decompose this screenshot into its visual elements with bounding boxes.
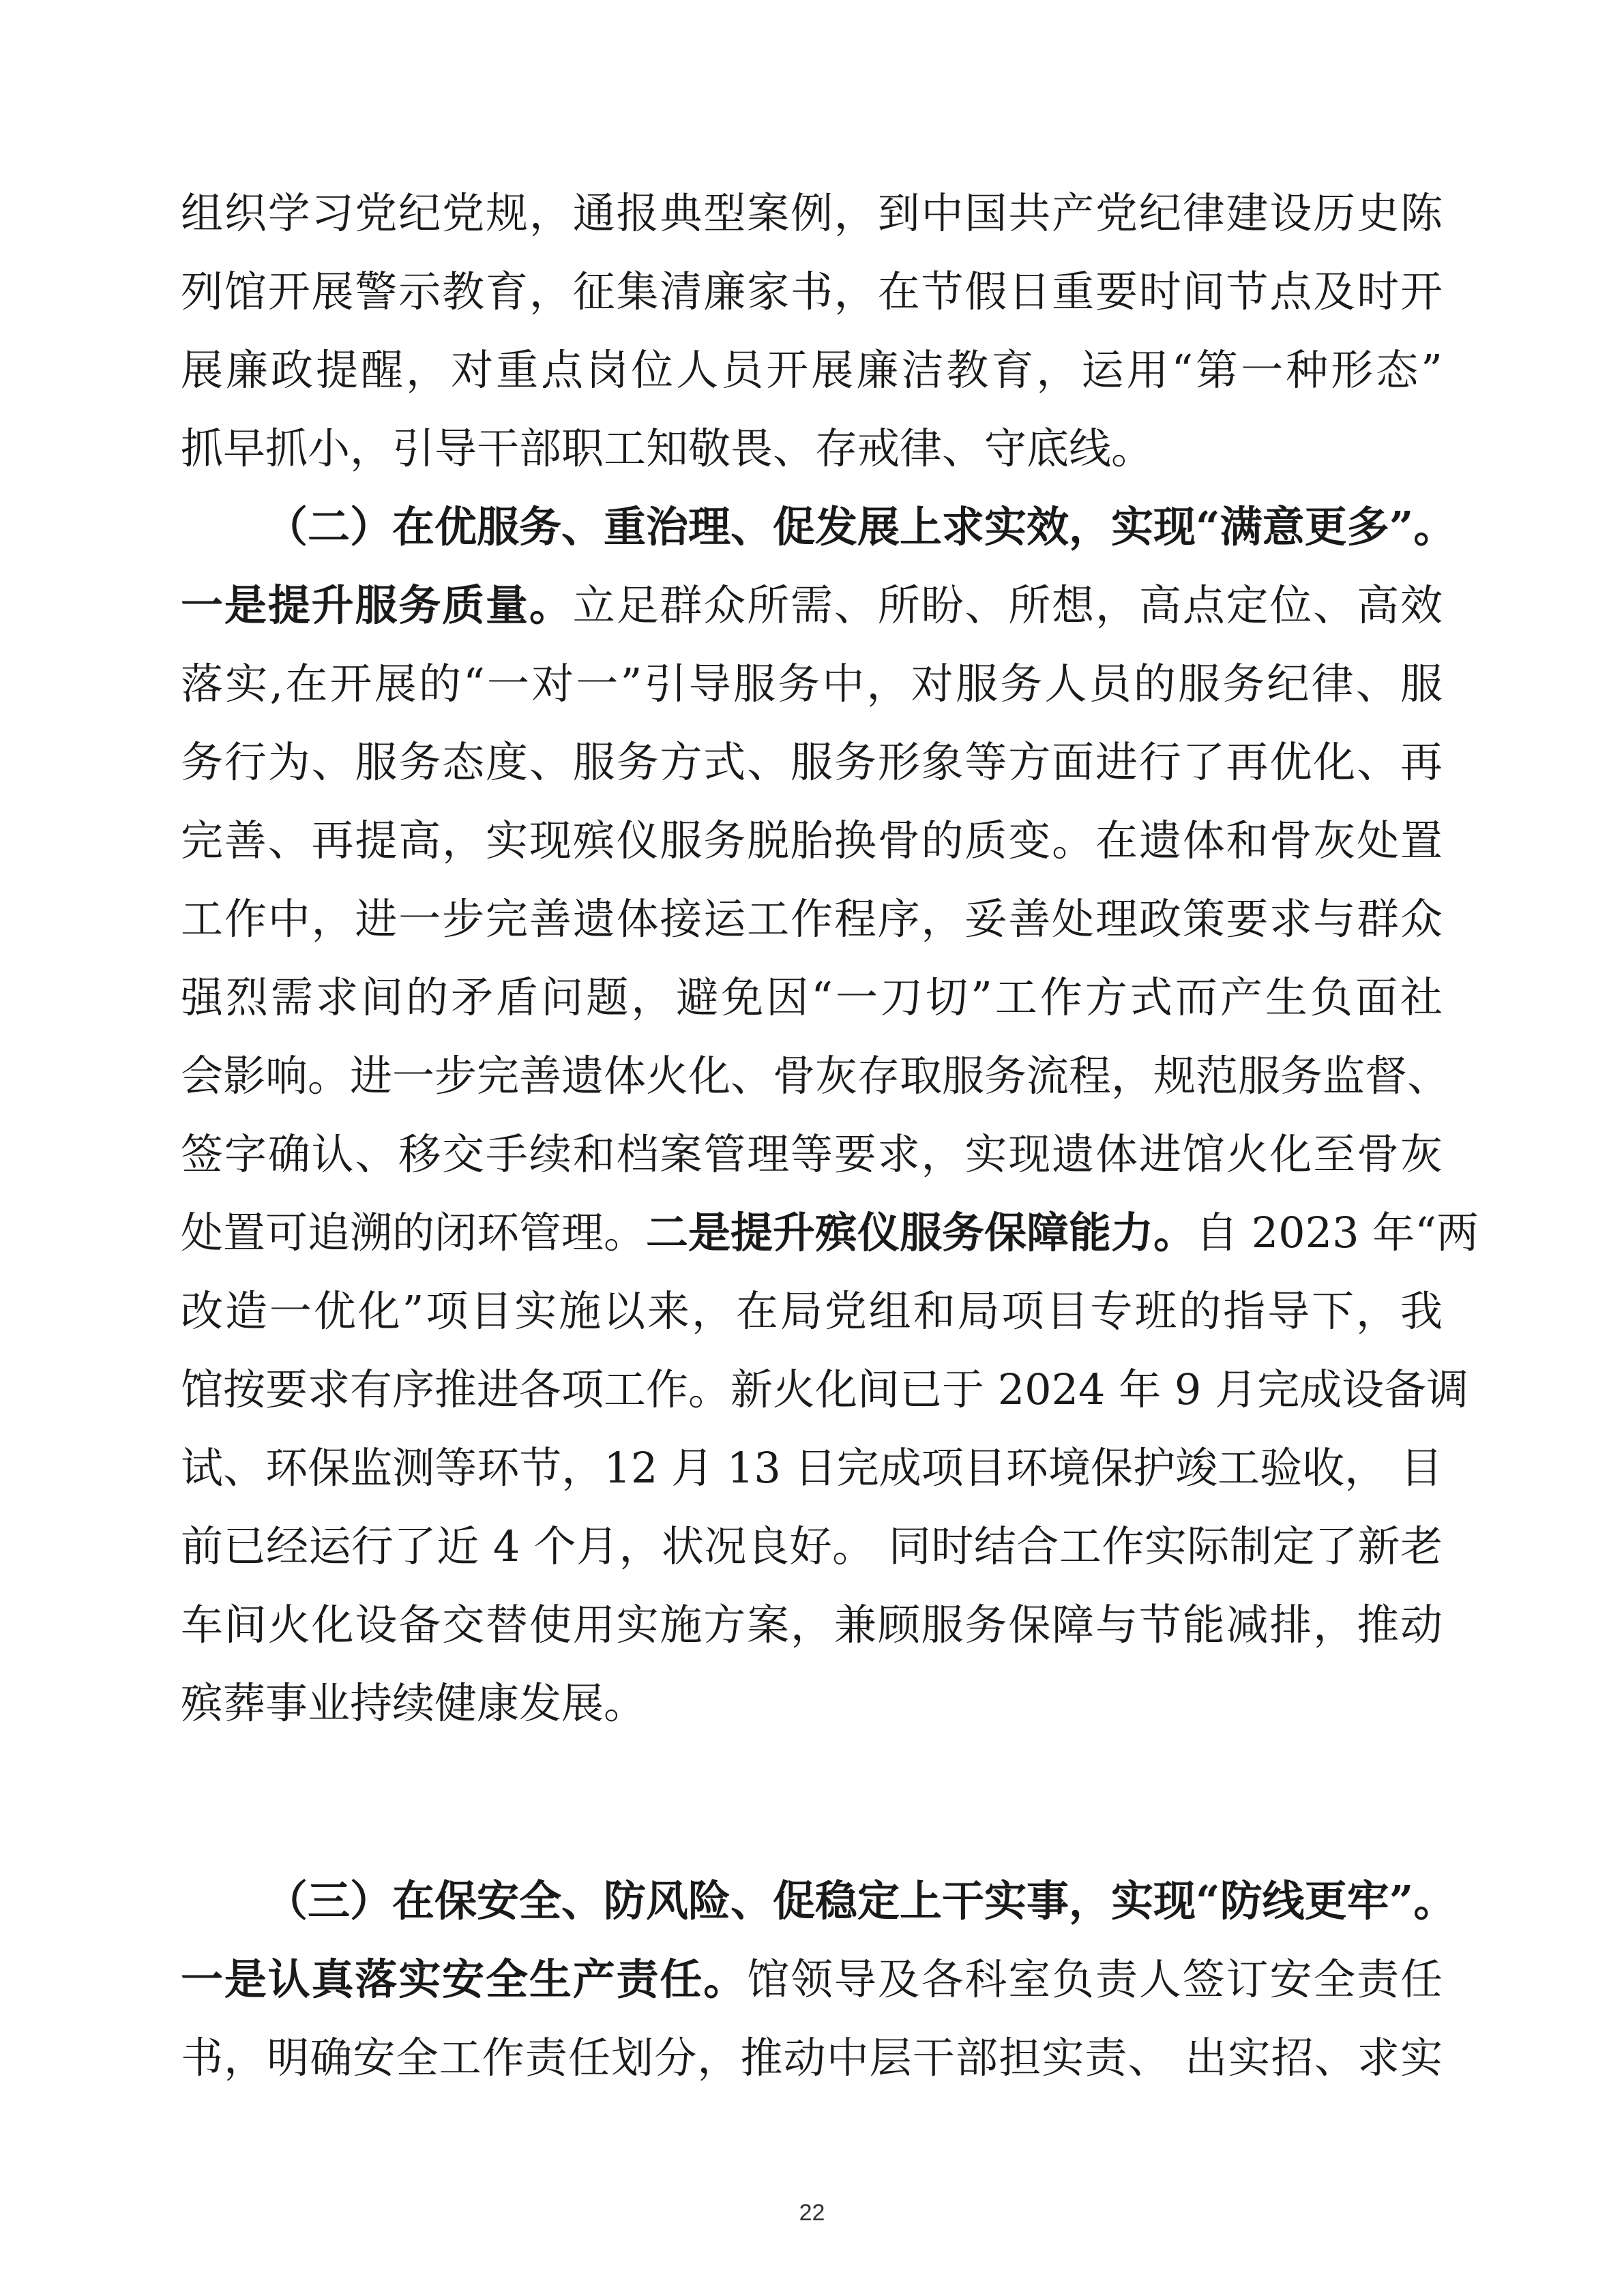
text-line: 工作中，进一步完善遗体接运工作程序，妥善处理政策要求与群众 (181, 894, 1443, 944)
section-heading-2 (181, 488, 1456, 566)
text-line: 试、环保监测等环节，12 月 13 日完成项目环境保护竣工验收， 目 (181, 1443, 1443, 1493)
heading-text: （三）在保安全、防风险、促稳定上干实事，实现“防线更牢”。 (265, 1876, 1456, 1926)
text-line: 签字确认、移交手续和档案管理等要求，实现遗体进馆火化至骨灰 (181, 1129, 1443, 1179)
text-line: 车间火化设备交替使用实施方案，兼顾服务保障与节能减排，推动 (181, 1600, 1443, 1650)
text-line: 殡葬事业持续健康发展。 (181, 1678, 647, 1728)
text-line: 前已经运行了近 4 个月，状况良好。 同时结合工作实际制定了新老 (181, 1521, 1443, 1571)
paragraph-service-quality (181, 566, 1479, 1742)
text-line: 落实,在开展的“一对一”引导服务中，对服务人员的服务纪律、服 (181, 659, 1443, 709)
text-line: 馆按要求有序推进各项工作。新火化间已于 2024 年 9 月完成设备调 (181, 1365, 1469, 1414)
text-line: 强烈需求间的矛盾问题，避免因“一刀切”工作方式而产生负面社 (181, 972, 1443, 1022)
text-line: 书，明确安全工作责任划分，推动中层干部担实责、 出实招、求实 (181, 2033, 1443, 2083)
heading-text: （二）在优服务、重治理、促发展上求实效，实现“满意更多”。 (265, 502, 1456, 552)
text-line: 组织学习党纪党规，通报典型案例，到中国共产党纪律建设历史陈 (181, 188, 1443, 238)
text-line: 务行为、服务态度、服务方式、服务形象等方面进行了再优化、再 (181, 737, 1443, 787)
text-line: 会影响。进一步完善遗体火化、骨灰存取服务流程，规范服务监督、 (181, 1051, 1450, 1101)
bold-lead: 一是认真落实安全生产责任。 (181, 1954, 748, 2004)
text-line: 列馆开展警示教育，征集清廉家书，在节假日重要时间节点及时开 (181, 267, 1443, 316)
section-heading-3 (181, 1862, 1456, 1940)
bold-lead: 一是提升服务质量。 (181, 580, 573, 630)
text-line: 完善、再提高，实现殡仪服务脱胎换骨的质变。在遗体和骨灰处置 (181, 816, 1443, 865)
text-line: 处置可追溯的闭环管理。二是提升殡仪服务保障能力。自 2023 年“两 (181, 1208, 1479, 1257)
paragraph-discipline-education (181, 174, 1443, 488)
text-line: 一是提升服务质量。立足群众所需、所盼、所想，高点定位、高效 (181, 580, 1443, 630)
text-line: 展廉政提醒，对重点岗位人员开展廉洁教育，运用“第一种形态” (181, 345, 1443, 395)
text-line: 抓早抓小，引导干部职工知敬畏、存戒律、守底线。 (181, 423, 1154, 473)
bold-lead: 二是提升殡仪服务保障能力。 (646, 1208, 1196, 1257)
page-number: 22 (799, 2200, 825, 2226)
text-line: 一是认真落实安全生产责任。馆领导及各科室负责人签订安全责任 (181, 1954, 1443, 2004)
paragraph-safety-responsibility (181, 1940, 1443, 2097)
text-line: 改造一优化”项目实施以来，在局党组和局项目专班的指导下，我 (181, 1286, 1443, 1336)
